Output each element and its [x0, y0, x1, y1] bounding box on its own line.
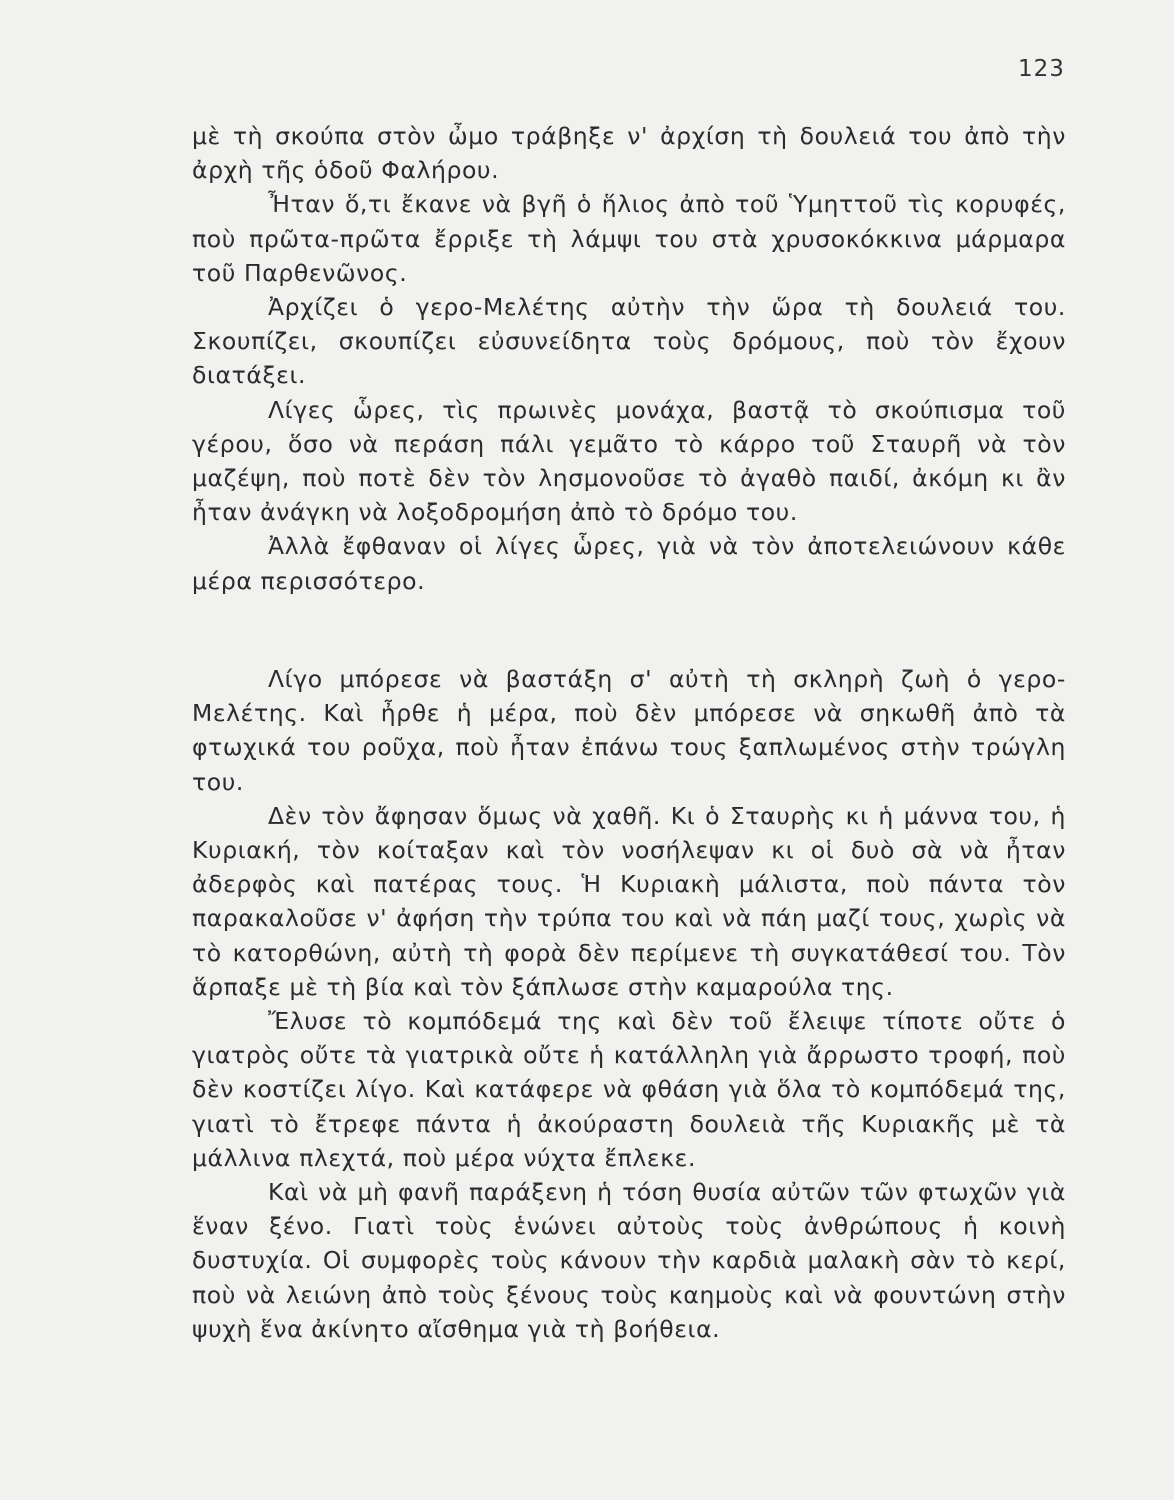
text-section-2 — [192, 662, 1066, 1346]
page-number: 123 — [1018, 56, 1065, 82]
paragraph: Ἦταν ὅ,τι ἔκανε νὰ βγῆ ὁ ἥλιος ἀπὸ τοῦ Ὑμηττοῦ τὶς κορυφές, ποὺ πρῶτα-πρῶτα ἔρριξε τὴ λάμψι του στὰ χρυσοκόκκινα μάρμαρα τοῦ Παρθενῶνος. — [192, 190, 1066, 287]
paragraph: Ἔλυσε τὸ κομπόδεμά της καὶ δὲν τοῦ ἔλειψε τίποτε οὔτε ὁ γιατρὸς οὔτε τὰ γιατρικὰ οὔτε ἡ κατάλληλη γιὰ ἄρρωστο τροφή, ποὺ δὲν κοστίζει λίγο. Καὶ κατάφερε νὰ φθάση γιὰ ὅλα τὸ κομπόδεμά της, γιατὶ τὸ ἔτρεφε πάντα ἡ ἀκούραστη δουλειὰ τῆς Κυριακῆς μὲ τὰ μάλλινα πλεχτά, ποὺ μέρα νύχτα ἔπλεκε. — [192, 1007, 1066, 1172]
paragraph: μὲ τὴ σκούπα στὸν ὦμο τράβηξε ν' ἀρχίση τὴ δουλειά του ἀπὸ τὴν ἀρχὴ τῆς ὁδοῦ Φαλήρου. — [192, 122, 1066, 185]
paragraph: Λίγο μπόρεσε νὰ βαστάξη σ' αὐτὴ τὴ σκληρὴ ζωὴ ὁ γερο-Μελέτης. Καὶ ἦρθε ἡ μέρα, ποὺ δὲν μπόρεσε νὰ σηκωθῆ ἀπὸ τὰ φτωχικά του ροῦχα, ποὺ ἦταν ἐπάνω τους ξαπλωμένος στὴν τρώγλη του. — [192, 665, 1066, 796]
paragraph: Ἀλλὰ ἔφθαναν οἱ λίγες ὧρες, γιὰ νὰ τὸν ἀποτελειώνουν κάθε μέρα περισσότερο. — [192, 532, 1066, 595]
paragraph: Λίγες ὧρες, τὶς πρωινὲς μονάχα, βαστᾷ τὸ σκούπισμα τοῦ γέρου, ὅσο νὰ περάση πάλι γεμᾶτο τὸ κάρρο τοῦ Σταυρῆ νὰ τὸν μαζέψη, ποὺ ποτὲ δὲν τὸν λησμονοῦσε τὸ ἀγαθὸ παιδί, ἀκόμη κι ἂν ἦταν ἀνάγκη νὰ λοξοδρομήση ἀπὸ τὸ δρόμο του. — [192, 395, 1066, 527]
paragraph: Δὲν τὸν ἄφησαν ὅμως νὰ χαθῆ. Κι ὁ Σταυρὴς κι ἡ μάννα του, ἡ Κυριακή, τὸν κοίταξαν καὶ τὸν νοσήλεψαν κι οἱ δυὸ σὰ νὰ ἦταν ἀδερφὸς καὶ πατέρας τους. Ἡ Κυριακὴ μάλιστα, ποὺ πάντα τὸν παρακαλοῦσε ν' ἀφήση τὴν τρύπα του καὶ νὰ πάη μαζί τους, χωρὶς νὰ τὸ κατορθώνη, αὐτὴ τὴ φορὰ δὲν περίμενε τὴ συγκατάθεσί του. Τὸν ἅρπαξε μὲ τὴ βία καὶ τὸν ξάπλωσε στὴν καμαρούλα της. — [192, 801, 1066, 1001]
text-section-1 — [192, 119, 1066, 598]
paragraph: Ἀρχίζει ὁ γερο-Μελέτης αὐτὴν τὴν ὥρα τὴ δουλειά του. Σκουπίζει, σκουπίζει εὐσυνείδητα τοὺς δρόμους, ποὺ τὸν ἔχουν διατάξει. — [192, 293, 1066, 390]
paragraph: Καὶ νὰ μὴ φανῆ παράξενη ἡ τόση θυσία αὐτῶν τῶν φτωχῶν γιὰ ἕναν ξένο. Γιατὶ τοὺς ἑνώνει αὐτοὺς τοὺς ἀνθρώπους ἡ κοινὴ δυστυχία. Οἱ συμφορὲς τοὺς κάνουν τὴν καρδιὰ μαλακὴ σὰν τὸ κερί, ποὺ νὰ λειώνη ἀπὸ τοὺς ξένους τοὺς καημοὺς καὶ νὰ φουντώνη στὴν ψυχὴ ἕνα ἀκίνητο αἴσθημα γιὰ τὴ βοήθεια. — [192, 1178, 1066, 1343]
